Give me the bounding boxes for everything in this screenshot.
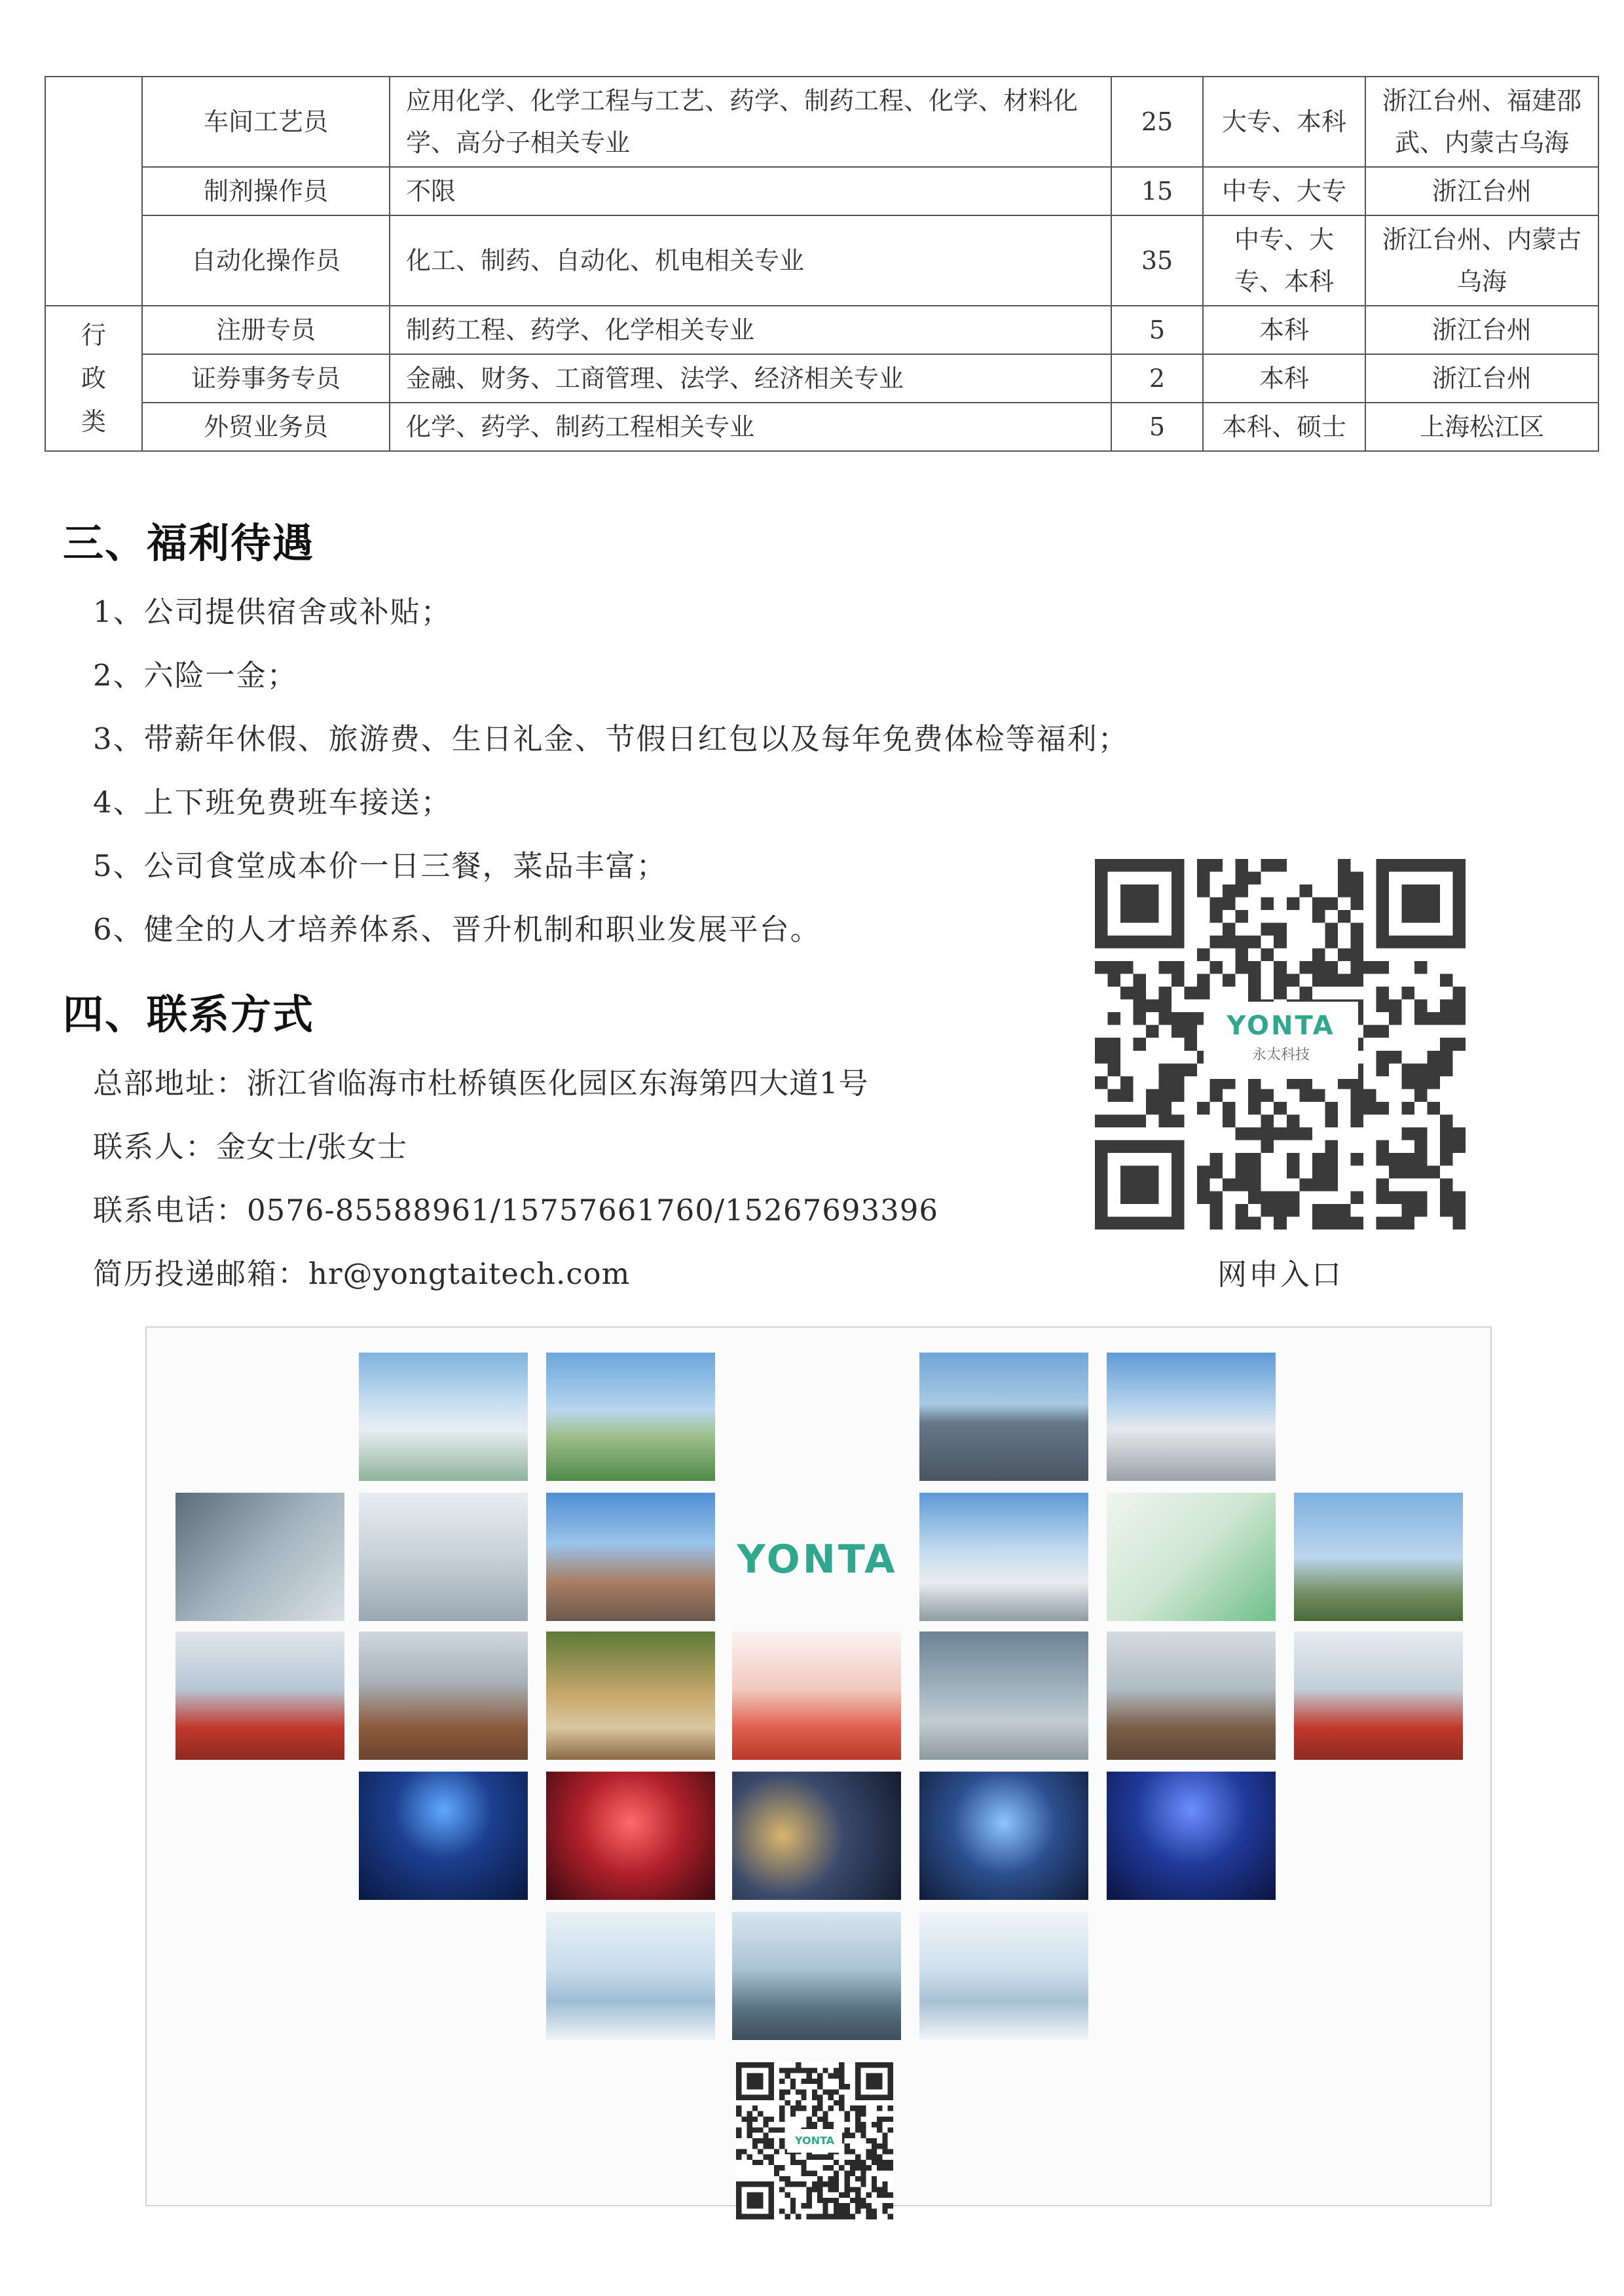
photo-digital-display — [1107, 1493, 1276, 1621]
location-cell: 上海松江区 — [1365, 403, 1598, 451]
benefit-item: 4、上下班免费班车接送； — [93, 785, 452, 820]
education-cell: 本科 — [1203, 354, 1365, 403]
photo-anniversary-banner — [732, 1772, 901, 1900]
major-cell: 化工、制药、自动化、机电相关专业 — [390, 215, 1111, 306]
email-line — [93, 1250, 630, 1292]
photo-event-launch — [732, 1631, 901, 1760]
location-cell: 浙江台州 — [1365, 306, 1598, 354]
contact-person-label: 联系人： — [93, 1129, 217, 1164]
table-row — [45, 354, 1598, 403]
photo-sculpture-park — [1294, 1493, 1463, 1621]
qr-brand-sub: 永太科技 — [1251, 1047, 1310, 1063]
address-line — [93, 1059, 869, 1102]
table-row — [45, 403, 1598, 451]
photo-award-stage — [1107, 1772, 1276, 1900]
benefits-heading: 三、福利待遇 — [63, 519, 315, 567]
small-qr-brand-logo: YONTA — [787, 2129, 842, 2153]
location-cell: 浙江台州 — [1365, 167, 1598, 215]
benefit-item: 1、公司提供宿舍或补贴； — [93, 594, 452, 629]
major-cell: 不限 — [390, 167, 1111, 215]
position-cell: 制剂操作员 — [142, 167, 390, 215]
photo-research-center — [919, 1493, 1088, 1621]
position-cell: 车间工艺员 — [142, 77, 390, 167]
count-cell: 25 — [1111, 77, 1203, 167]
photo-office-corridor — [359, 1493, 528, 1621]
education-cell: 中专、大专、本科 — [1203, 215, 1365, 306]
photo-dorm-room — [359, 1631, 528, 1760]
phone-line — [93, 1186, 938, 1229]
email-label: 简历投递邮箱： — [93, 1256, 309, 1291]
position-cell: 自动化操作员 — [142, 215, 390, 306]
address-value: 浙江省临海市杜桥镇医化园区东海第四大道1号 — [247, 1066, 869, 1101]
location-cell: 浙江台州、内蒙古乌海 — [1365, 215, 1598, 306]
qr-brand-name: YONTA — [1227, 1011, 1335, 1041]
photo-laboratory — [732, 1912, 901, 2040]
table-row — [45, 306, 1598, 354]
education-cell: 中专、大专 — [1203, 167, 1365, 215]
photo-plant-facility — [919, 1353, 1088, 1481]
photo-meeting-event — [1294, 1631, 1463, 1760]
photo-lab-scientist — [919, 1912, 1088, 2040]
location-cell: 浙江台州 — [1365, 354, 1598, 403]
education-cell: 大专、本科 — [1203, 77, 1365, 167]
job-positions-table — [45, 76, 1599, 452]
photo-theater-stage — [546, 1772, 715, 1900]
photo-dining-hall — [919, 1631, 1088, 1760]
count-cell: 2 — [1111, 354, 1203, 403]
category-cell: 行政类 — [45, 306, 142, 451]
qr-brand-logo — [1204, 1002, 1358, 1079]
qr-caption: 网申入口 — [1217, 1257, 1343, 1292]
contact-person-value: 金女士/张女士 — [216, 1129, 408, 1164]
major-cell: 制药工程、药学、化学相关专业 — [390, 306, 1111, 354]
table-row — [45, 215, 1598, 306]
photo-control-room — [175, 1493, 344, 1621]
major-cell: 金融、财务、工商管理、法学、经济相关专业 — [390, 354, 1111, 403]
photo-canteen — [546, 1631, 715, 1760]
position-cell: 注册专员 — [142, 306, 390, 354]
education-cell: 本科 — [1203, 306, 1365, 354]
count-cell: 5 — [1111, 306, 1203, 354]
major-cell: 应用化学、化学工程与工艺、药学、制药工程、化学、材料化学、高分子相关专业 — [390, 77, 1111, 167]
table-row — [45, 77, 1598, 167]
photo-conference-hall — [175, 1631, 344, 1760]
photo-apartment-room — [1107, 1631, 1276, 1760]
count-cell: 15 — [1111, 167, 1203, 215]
position-cell: 外贸业务员 — [142, 403, 390, 451]
count-cell: 35 — [1111, 215, 1203, 306]
category-cell — [45, 77, 142, 306]
photo-dormitory-buildings — [546, 1493, 715, 1621]
phone-label: 联系电话： — [93, 1193, 248, 1228]
address-label: 总部地址： — [93, 1066, 248, 1101]
photo-campus-aerial — [546, 1353, 715, 1481]
contact-heading: 四、联系方式 — [63, 991, 315, 1038]
position-cell: 证券事务专员 — [142, 354, 390, 403]
email-value[interactable]: hr@yongtaitech.com — [308, 1256, 631, 1291]
photo-award-ceremony — [919, 1772, 1088, 1900]
count-cell: 5 — [1111, 403, 1203, 451]
benefit-item: 5、公司食堂成本价一日三餐，菜品丰富； — [93, 848, 667, 883]
major-cell: 化学、药学、制药工程相关专业 — [390, 403, 1111, 451]
collage-brand-logo: YONTA — [737, 1537, 898, 1582]
photo-stage-performance — [359, 1772, 528, 1900]
photo-headquarters-building — [359, 1353, 528, 1481]
benefit-item: 3、带薪年休假、旅游费、生日礼金、节假日红包以及每年免费体检等福利； — [93, 721, 1129, 756]
contact-person-line — [93, 1123, 407, 1165]
table-row — [45, 167, 1598, 215]
benefit-item: 2、六险一金； — [93, 658, 298, 693]
photo-office-building — [1107, 1353, 1276, 1481]
phone-value: 0576-85588961/15757661760/15267693396 — [247, 1193, 938, 1228]
benefit-item: 6、健全的人才培养体系、晋升机制和职业发展平台。 — [93, 912, 821, 947]
location-cell: 浙江台州、福建邵武、内蒙古乌海 — [1365, 77, 1598, 167]
photo-lab-researchers — [546, 1912, 715, 2040]
education-cell: 本科、硕士 — [1203, 403, 1365, 451]
